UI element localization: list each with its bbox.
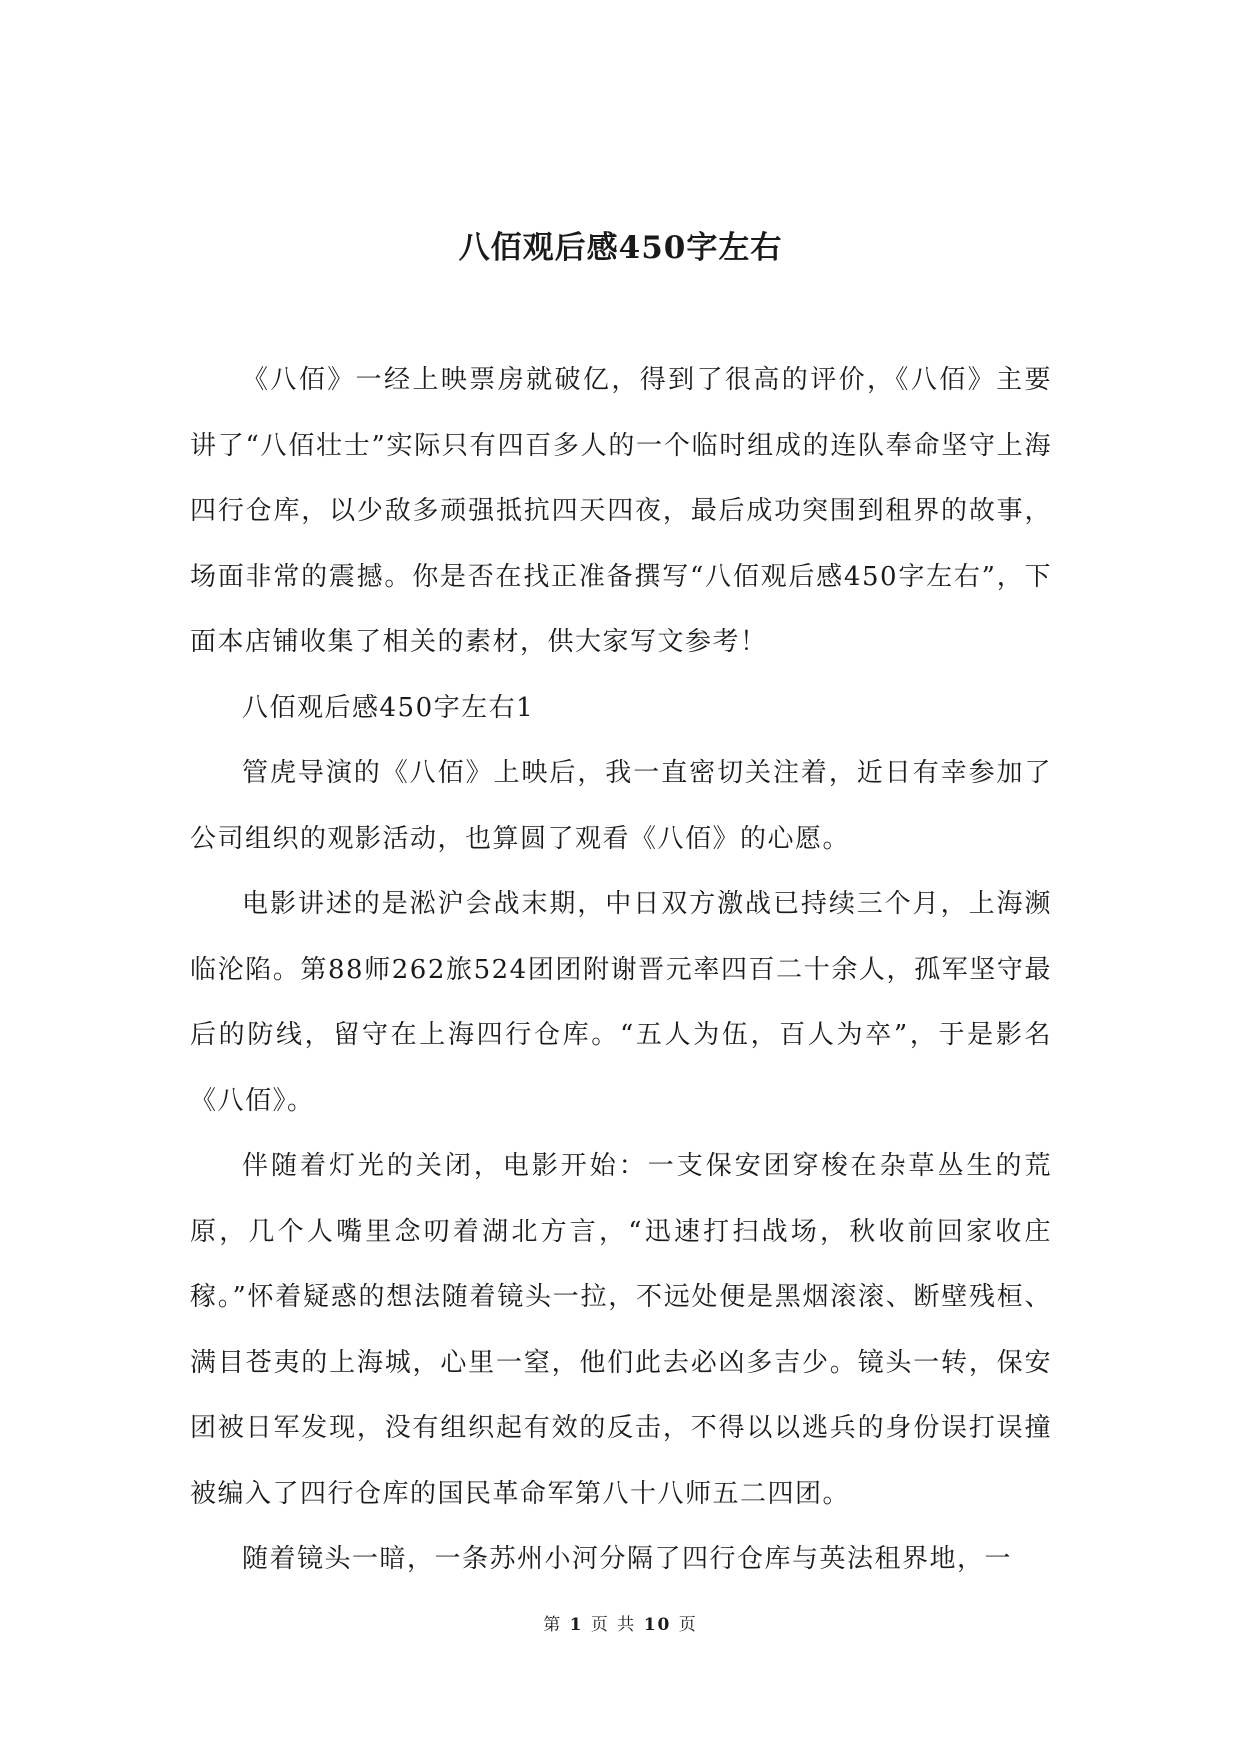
total-pages-number: 10 [643, 1615, 672, 1635]
current-page-number: 1 [569, 1615, 584, 1635]
paragraph: 管虎导演的《八佰》上映后，我一直密切关注着，近日有幸参加了公司组织的观影活动，也算圆了观看《八佰》的心愿。 [190, 758, 1052, 854]
footer-middle: 页 共 [590, 1615, 637, 1635]
paragraph: 电影讲述的是淞沪会战末期，中日双方激战已持续三个月，上海濒临沦陷。第88师262旅524团团附谢晋元率四百二十余人，孤军坚守最后的防线，留守在上海四行仓库。“五人为伍，百人为卒”，于是影名《八佰》。 [190, 889, 1052, 1116]
document-body [190, 348, 1052, 1593]
section-heading: 八佰观后感450字左右1 [242, 692, 535, 723]
page-title: 八佰观后感450字左右 [458, 230, 783, 266]
paragraph: 伴随着灯光的关闭，电影开始：一支保安团穿梭在杂草丛生的荒原，几个人嘴里念叨着湖北方言，“迅速打扫战场，秋收前回家收庄稼。”怀着疑惑的想法随着镜头一拉，不远处便是黑烟滚滚、断壁残桓、满目苍夷的上海城，心里一窒，他们此去必凶多吉少。镜头一转，保安团被日军发现，没有组织起有效的反击，不得以以逃兵的身份误打误撞被编入了四行仓库的国民革命军第八十八师五二四团。 [190, 1151, 1052, 1509]
footer-prefix: 第 [543, 1615, 563, 1635]
page-footer [0, 1610, 1241, 1635]
paragraph-intro: 《八佰》一经上映票房就破亿，得到了很高的评价，《八佰》主要讲了“八佰壮士”实际只有四百多人的一个临时组成的连队奉命坚守上海四行仓库，以少敌多顽强抵抗四天四夜，最后成功突围到租界的故事，场面非常的震撼。你是否在找正准备撰写“八佰观后感450字左右”，下面本店铺收集了相关的素材，供大家写文参考！ [190, 365, 1052, 657]
footer-suffix: 页 [678, 1615, 698, 1635]
paragraph: 随着镜头一暗，一条苏州小河分隔了四行仓库与英法租界地，一 [242, 1544, 1013, 1574]
